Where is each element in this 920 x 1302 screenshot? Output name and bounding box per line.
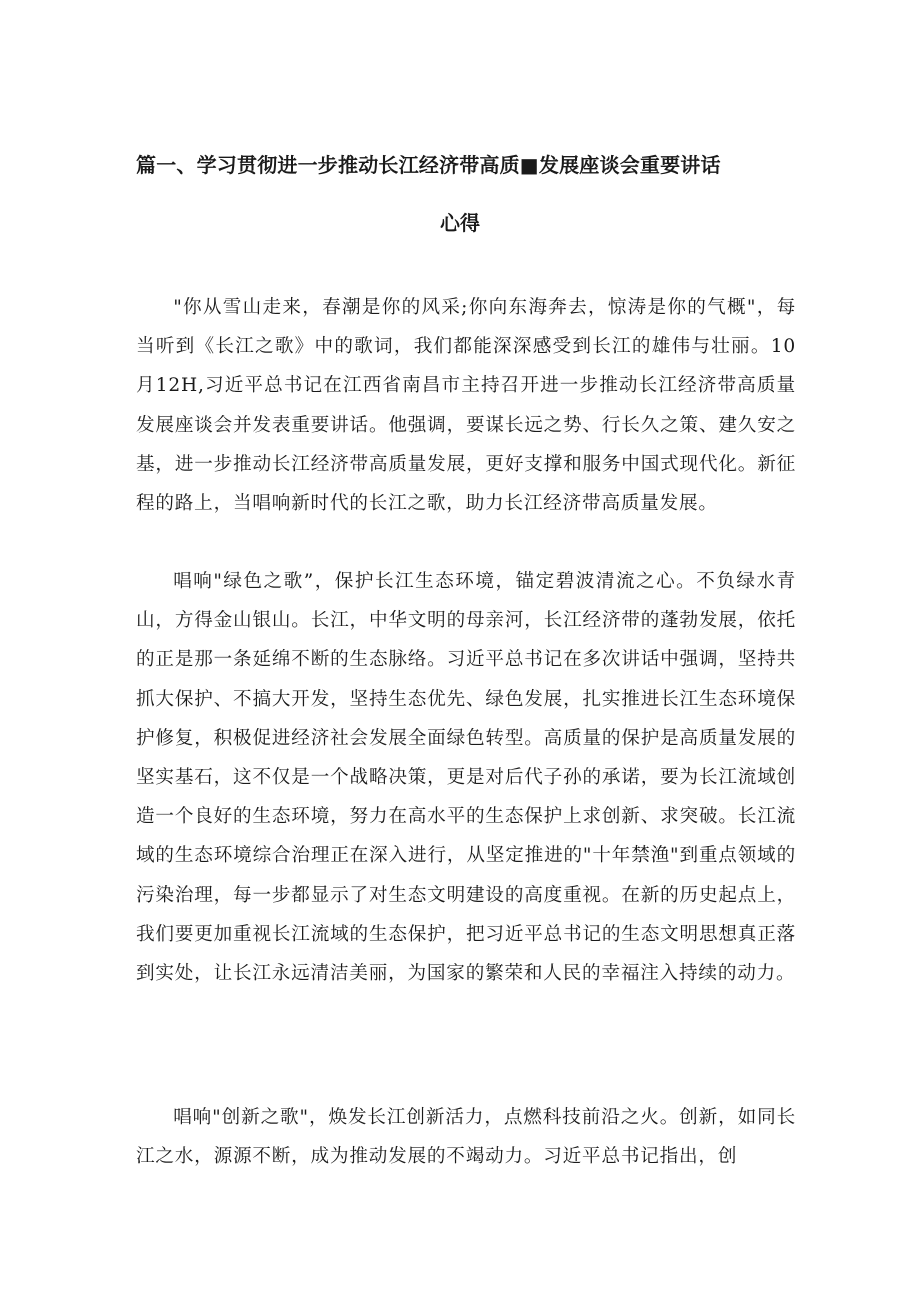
- paragraph-innovation-song: 唱响"创新之歌"，焕发长江创新活力，点燃科技前沿之火。创新，如同长江之水，源源不断，成为推动发展的不竭动力。习近平总书记指出，创: [136, 1107, 796, 1168]
- paragraph-green-song: 唱响"绿色之歌”，保护长江生态环境，锚定碧波清流之心。不负绿水青山，方得金山银山。长江，中华文明的母亲河，长江经济带的蓬勃发展，依托的正是那一条延绵不断的生态脉络。习近平总书记在多次讲话中强调，坚持共抓大保护、不搞大开发，坚持生态优先、绿色发展，扎实推进长江生态环境保护修复，积极促进经济社会发展全面绿色转型。高质量的保护是高质量发展的坚实基石，这不仅是一个战略决策，更是对后代子孙的承诺，要为长江流域创造一个良好的生态环境，努力在高水平的生态保护上求创新、求突破。长江流域的生态环境综合治理正在深入进行，从坚定推进的"十年禁渔"到重点领域的污染治理，每一步都显示了对生态文明建设的高度重视。在新的历史起点上，我们要更加重视长江流域的生态保护，把习近平总书记的生态文明思想真正落到实处，让长江永远清洁美丽，为国家的繁荣和人民的幸福注入持续的动力。: [136, 571, 796, 985]
- document-title-line-2: 心得: [440, 211, 480, 235]
- paragraph-intro: "你从雪山走来，春潮是你的风采;你向东海奔去，惊涛是你的气概"，每当听到《长江之歌》中的歌词，我们都能深深感受到长江的雄伟与壮丽。10月12H,习近平总书记在江西省南昌市主持召开进一步推动长江经济带高质量发展座谈会并发表重要讲话。他强调，要谋长远之势、行长久之策、建久安之基，进一步推动长江经济带高质量发展，更好支撑和服务中国式现代化。新征程的路上，当唱响新时代的长江之歌，助力长江经济带高质量发展。: [136, 297, 796, 515]
- document-title-line-1: 篇一、学习贯彻进一步推动长江经济带高质■发展座谈会重要讲话: [136, 153, 721, 177]
